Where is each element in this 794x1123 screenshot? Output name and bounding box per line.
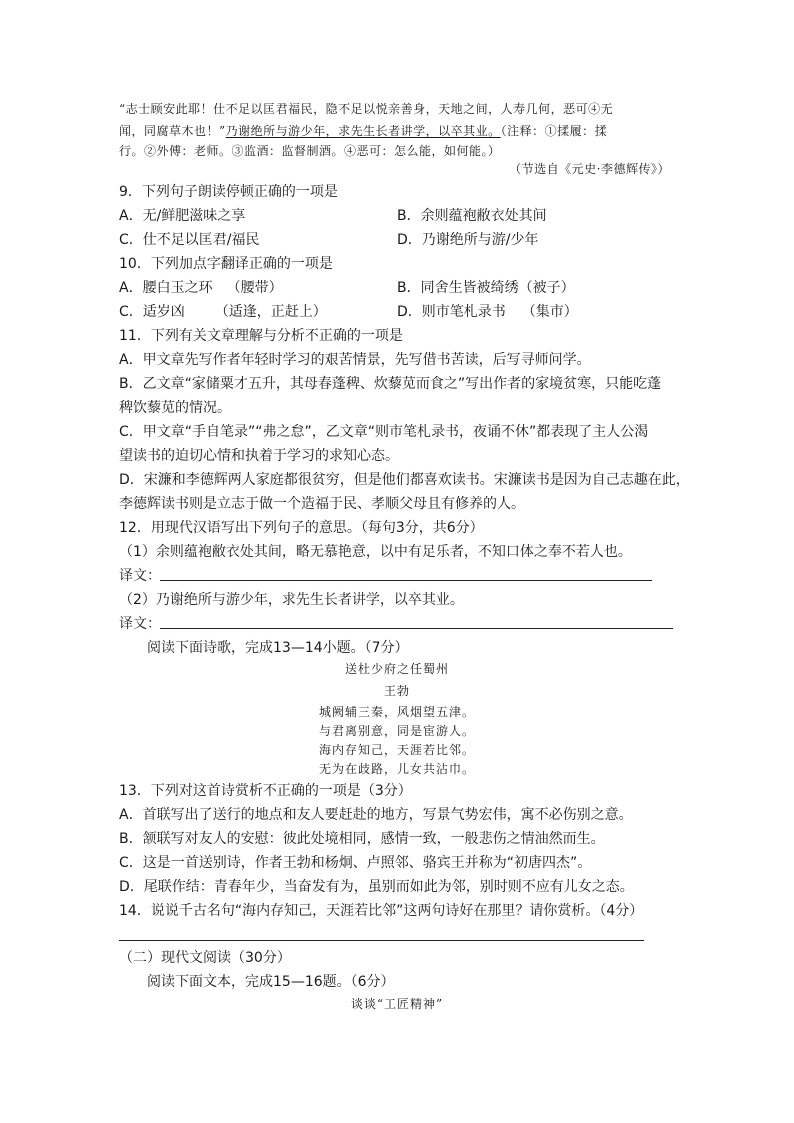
- q12-answer-label-2: 译文：: [119, 616, 161, 632]
- poem-title: 送杜少府之任蜀州: [344, 662, 449, 676]
- section2-intro: 阅读下面文本，完成15—16题。（6分）: [147, 974, 395, 990]
- q10-option-b: B．同舍生皆被绮绣（被子）: [397, 280, 575, 296]
- q13-option-a: A．首联写出了送行的地点和友人要赶赴的地方，写景气势宏伟，寓不必伤别之意。: [119, 807, 633, 823]
- underlined-sentence: 乃谢绝所与游少年，求先生长者讲学，以卒其业。: [225, 124, 501, 138]
- q9-option-a: A．无/鲜肥滋味之享: [119, 208, 246, 224]
- q11-stem: 11．下列有关文章理解与分析不正确的一项是: [119, 328, 403, 344]
- q12-answer-line-1[interactable]: [160, 580, 652, 581]
- q10-option-a-note: （腰带）: [226, 280, 283, 296]
- q12-sentence-1: （1）余则蕴袍敝衣处其间，略无慕艳意，以中有足乐者，不知口体之奉不若人也。: [119, 544, 632, 560]
- q13-stem: 13．下列对这首诗赏析不正确的一项是（3分）: [119, 783, 412, 799]
- q11-option-b-line2: 稗饮藜苋的情况。: [119, 400, 231, 416]
- q12-answer-line-2[interactable]: [160, 628, 673, 629]
- q11-option-b-line1: B．乙文章“家储粟才五升，其母春蓬稗、炊藜苋而食之”写出作者的家境贫寒，只能吃蓬: [119, 376, 662, 392]
- q9-option-c: C．仕不足以匡君/福民: [119, 232, 260, 248]
- q11-option-c-line2: 望读书的迫切心情和执着于学习的求知心态。: [119, 448, 399, 464]
- q11-option-d-line1: D．宋濂和李德辉两人家庭都很贫穷，但是他们都喜欢读书。宋濂读书是因为自己志趣在此，: [119, 472, 690, 488]
- poem-line-1: 城阙辅三秦，风烟望五津。: [318, 705, 475, 719]
- article-title: 谈谈“工匠精神”: [350, 997, 444, 1011]
- q14-stem: 14．说说千古名句“海内存知己，天涯若比邻”这两句诗好在那里？请你赏析。（4分）: [119, 903, 644, 919]
- q12-answer-label-1: 译文：: [119, 568, 161, 584]
- q9-stem: 9．下列句子朗读停顿正确的一项是: [119, 184, 338, 200]
- passage-source: （节选自《元史·李德辉传》）: [509, 162, 670, 176]
- q12-sentence-2: （2）乃谢绝所与游少年，求先生长者讲学，以卒其业。: [119, 592, 464, 608]
- q10-stem: 10．下列加点字翻译正确的一项是: [119, 256, 333, 272]
- q13-option-c: C．这是一首送别诗，作者王勃和杨炯、卢照邻、骆宾王并称为“初唐四杰”。: [119, 855, 592, 871]
- q10-option-c-note: （适逢，正赶上）: [214, 304, 327, 320]
- q10-option-a: [119, 278, 283, 298]
- passage-quote-end: 闻，同腐草木也！”: [119, 124, 226, 138]
- q11-option-d-line2: 李德辉读书则是立志于做一个造福于民、孝顺父母且有修养的人。: [119, 496, 525, 512]
- q10-option-d-text: D．则市笔札录书: [397, 304, 506, 320]
- poem-intro: 阅读下面诗歌，完成13—14小题。（7分）: [147, 640, 409, 656]
- section2-heading: （二）现代文阅读（30分）: [119, 950, 291, 966]
- q13-option-b: B．颔联写对友人的安慰：彼此处境相同，感情一致，一般悲伤之情油然而生。: [119, 831, 605, 847]
- q10-option-d: [397, 302, 578, 322]
- q14-answer-line[interactable]: [119, 940, 644, 941]
- q10-option-a-text: A．腰白玉之环: [119, 280, 213, 296]
- q11-option-c-line1: C．甲文章“手自笔录”“弗之怠”，乙文章“则市笔札录书，夜诵不休”都表现了主人公渴: [119, 424, 649, 440]
- q9-option-d: D．乃谢绝所与游/少年: [397, 232, 539, 248]
- passage-line-1: “志士顾安此耶！仕不足以匡君福民，隐不足以悦亲善身，天地之间，人寿几何，恶可④无: [119, 102, 614, 116]
- q10-option-d-note: （集市）: [521, 304, 578, 320]
- q12-stem: 12．用现代汉语写出下列句子的意思。（每句3分，共6分）: [119, 520, 484, 536]
- q10-option-c-text: C．适岁凶: [119, 304, 185, 320]
- passage-annotation: 行。②外傅：老师。③监酒：监督制酒。④恶可：怎么能，如何能。）: [119, 144, 501, 158]
- poem-line-2: 与君离别意，同是宦游人。: [318, 724, 475, 738]
- poem-author: 王勃: [383, 684, 410, 698]
- q13-option-d: D．尾联作结：青春年少，当奋发有为，虽别而如此为邻，别时则不应有儿女之态。: [119, 879, 634, 895]
- annotation-start: （注释：①揉履：揉: [500, 124, 608, 138]
- poem-line-3: 海内存知己，天涯若比邻。: [318, 743, 475, 757]
- q10-option-c: [119, 302, 327, 322]
- q9-option-b: B．余则蕴袍敝衣处其间: [397, 208, 547, 224]
- q11-option-a: A．甲文章先写作者年轻时学习的艰苦情景，先写借书苦读，后写寻师问学。: [119, 352, 591, 368]
- passage-line-2: [119, 121, 607, 141]
- poem-line-4: 无为在歧路，儿女共沾巾。: [318, 762, 475, 776]
